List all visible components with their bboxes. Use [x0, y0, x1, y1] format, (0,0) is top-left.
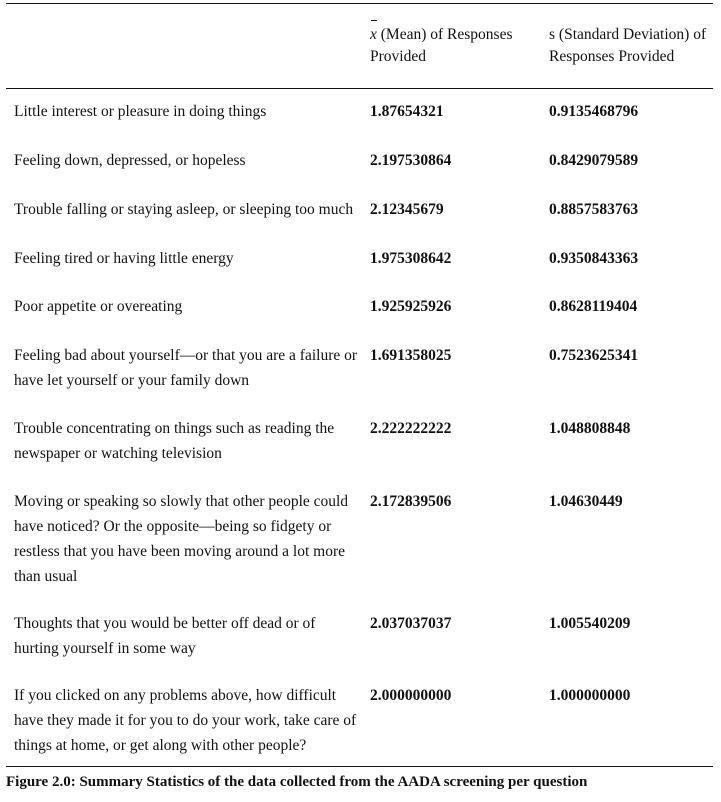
sd-cell: 0.8429079589: [549, 152, 639, 169]
sd-cell: 0.8628119404: [549, 298, 638, 315]
question-cell: Trouble concentrating on things such as reading the newspaper or watching television: [14, 420, 335, 462]
question-cell: Moving or speaking so slowly that other people could have noticed? Or the opposite—being so fidgety or restless that you have been moving around a lot more than usual: [14, 493, 349, 585]
x-bar-symbol: x: [370, 24, 377, 46]
mean-cell: 2.172839506: [370, 493, 452, 510]
sd-cell: 1.000000000: [549, 687, 631, 704]
question-cell: Thoughts that you would be better off dead or of hurting yourself in some way: [14, 615, 316, 657]
column-header-mean-label: (Mean) of Responses Provided: [370, 26, 513, 65]
mean-cell: 2.000000000: [370, 687, 452, 704]
question-cell: Poor appetite or overeating: [14, 298, 183, 315]
column-header-mean: [370, 24, 540, 68]
mean-cell: 2.222222222: [370, 420, 452, 437]
question-cell: Feeling tired or having little energy: [14, 250, 234, 267]
figure-caption: Figure 2.0: Summary Statistics of the data collected from the AADA screening per question: [6, 774, 588, 790]
sd-cell: 0.8857583763: [549, 201, 639, 218]
question-cell: Little interest or pleasure in doing things: [14, 103, 267, 120]
sd-cell: 1.048808848: [549, 420, 631, 437]
sd-cell: 0.7523625341: [549, 347, 639, 364]
question-cell: Feeling down, depressed, or hopeless: [14, 152, 246, 169]
column-header-standard-deviation: s (Standard Deviation) of Responses Provided: [549, 26, 707, 65]
sd-cell: 0.9135468796: [549, 103, 639, 120]
mean-cell: 2.037037037: [370, 615, 452, 632]
mean-cell: 1.975308642: [370, 250, 452, 267]
sd-cell: 1.005540209: [549, 615, 631, 632]
table-top-rule: [6, 3, 713, 4]
mean-cell: 1.87654321: [370, 103, 444, 120]
question-cell: Trouble falling or staying asleep, or sleeping too much: [14, 201, 354, 218]
table-bottom-rule: [6, 766, 713, 767]
question-cell: If you clicked on any problems above, how difficult have they made it for you to do your work, take care of things at home, or get along with other people?: [14, 687, 357, 754]
mean-cell: 1.691358025: [370, 347, 452, 364]
question-cell: Feeling bad about yourself—or that you are a failure or have let yourself or your family down: [14, 347, 358, 389]
mean-cell: 2.197530864: [370, 152, 452, 169]
sd-cell: 1.04630449: [549, 493, 623, 510]
header-rule: [6, 88, 713, 89]
mean-cell: 1.925925926: [370, 298, 452, 315]
mean-cell: 2.12345679: [370, 201, 444, 218]
sd-cell: 0.9350843363: [549, 250, 639, 267]
